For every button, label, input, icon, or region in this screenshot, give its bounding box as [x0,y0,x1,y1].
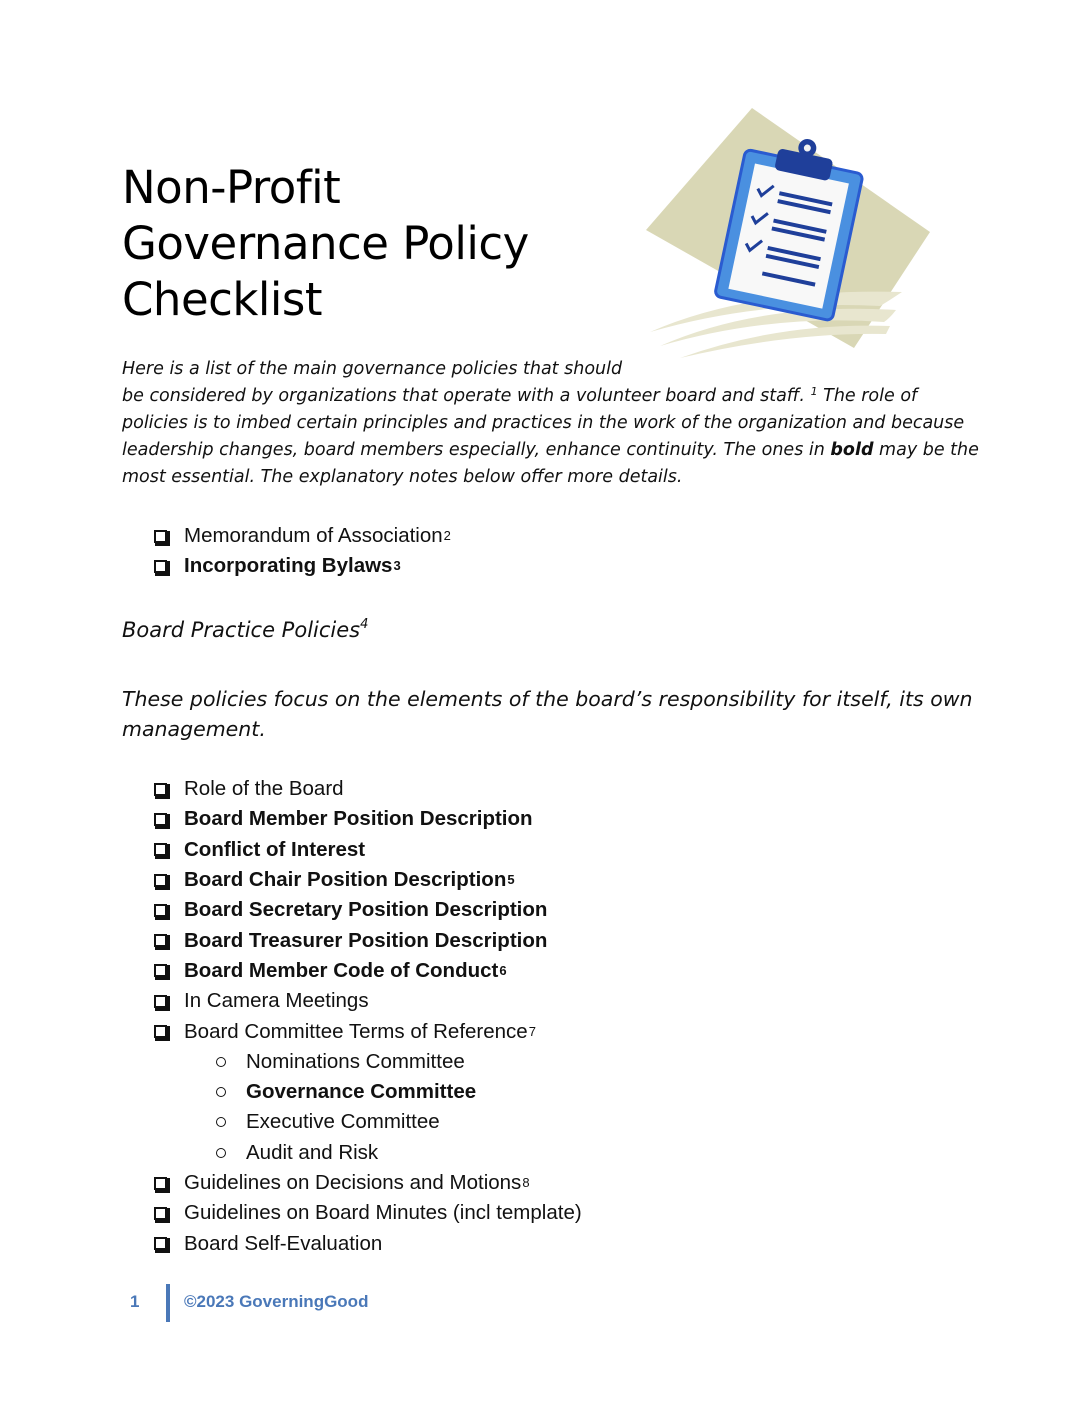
item-label: Audit and Risk [246,1140,379,1164]
sub-list-item [154,1077,582,1107]
checkbox-icon[interactable] [154,874,167,887]
checkbox-icon[interactable] [154,1177,167,1190]
checklist-item [154,1198,582,1228]
intro-line-2b: The role of [817,386,918,406]
checkbox-icon[interactable] [154,843,167,856]
intro-paragraph [122,356,982,491]
checklist-item [154,774,582,804]
copyright-notice: ©2023 GoverningGood [184,1292,369,1311]
board-checklist [154,774,582,1259]
checklist-item: Board Member Code of Conduct 6 [154,956,582,986]
intro-line-4a: leadership changes, board members especially, enhance continuity. The ones in [122,440,831,460]
item-label: Board Self-Evaluation [184,1231,383,1255]
checkbox-icon[interactable] [154,1025,167,1038]
section-heading-text: Board Practice Policies [122,618,361,642]
checklist-item: Guidelines on Decisions and Motions 8 [154,1168,582,1198]
item-label: Role of the Board [184,777,344,801]
checklist-item: Board Committee Terms of Reference 7 [154,1016,582,1046]
checkbox-icon[interactable] [154,783,167,796]
item-label: Board Member Position Description [184,807,533,831]
item-label: Guidelines on Decisions and Motions [184,1171,522,1194]
item-label: Executive Committee [246,1110,440,1134]
item-label: Nominations Committee [246,1049,465,1073]
checkbox-icon[interactable] [154,530,167,543]
checkbox-icon[interactable] [154,560,167,573]
checklist-item [154,986,582,1016]
section-description: These policies focus on the elements of the board’s responsibility for itself, its own management. [122,687,973,741]
checklist-item [154,1228,582,1258]
sub-list-item [154,1047,582,1077]
footnote-ref[interactable]: 4 [360,617,369,632]
intro-line-1: Here is a list of the main governance policies that should [122,359,623,379]
bullet-icon [216,1087,226,1097]
bullet-icon [216,1057,226,1067]
intro-line-4b: may be the [873,440,979,460]
section-heading [122,618,368,642]
checklist-item [154,925,582,955]
sub-list-item [154,1107,582,1137]
checkbox-icon[interactable] [154,813,167,826]
sub-list-item [154,1138,582,1168]
checkbox-icon[interactable] [154,934,167,947]
title-line-3: Checklist [122,273,323,326]
item-label: Board Committee Terms of Reference [184,1019,528,1043]
item-label: In Camera Meetings [184,989,369,1013]
intro-line-5: most essential. The explanatory notes below offer more details. [122,467,683,487]
intro-line-3: policies is to imbed certain principles and practices in the work of the organization and because [122,413,965,433]
title-line-2: Governance Policy [122,217,529,270]
document-title [122,160,642,328]
checklist-item: Incorporating Bylaws 3 [154,551,451,581]
item-label: Conflict of Interest [184,837,366,861]
item-label: Board Member Code of Conduct [184,958,499,982]
footer-divider [166,1284,170,1322]
item-label: Memorandum of Association [184,524,443,548]
item-label: Board Treasurer Position Description [184,928,548,952]
clipboard-checklist-icon [640,100,940,360]
checklist-item [154,804,582,834]
bullet-icon [216,1148,226,1158]
intro-line-2a: be considered by organizations that operate with a volunteer board and staff. [122,386,811,406]
item-label: Board Chair Position Description [184,868,507,892]
item-label: Incorporating Bylaws [184,554,393,578]
page-footer [0,1284,1088,1324]
checklist-item: Memorandum of Association 2 [154,521,451,551]
checkbox-icon[interactable] [154,1237,167,1250]
intro-bold-word: bold [830,440,874,460]
checkbox-icon[interactable] [154,904,167,917]
checkbox-icon[interactable] [154,1207,167,1220]
item-label: Governance Committee [246,1080,477,1104]
checkbox-icon[interactable] [154,995,167,1008]
checklist-item [154,835,582,865]
checklist-item [154,895,582,925]
founding-checklist [154,521,451,582]
page-number: 1 [130,1292,140,1311]
title-line-1: Non-Profit [122,161,341,214]
item-label: Board Secretary Position Description [184,898,548,922]
checklist-item: Board Chair Position Description 5 [154,865,582,895]
item-label: Guidelines on Board Minutes (incl template) [184,1201,582,1225]
footnote-ref[interactable]: 1 [810,385,818,398]
checkbox-icon[interactable] [154,964,167,977]
bullet-icon [216,1117,226,1127]
